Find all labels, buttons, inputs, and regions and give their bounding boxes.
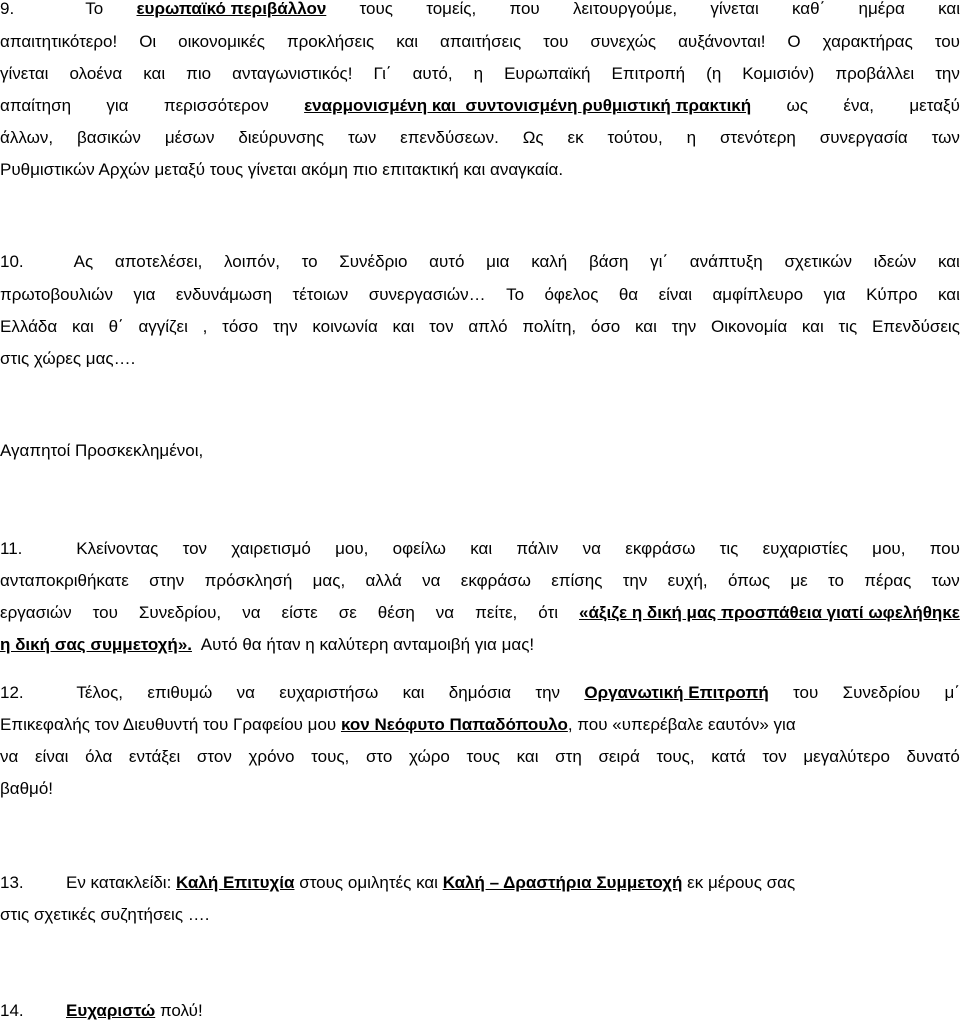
- para-12-line-3: να είναι όλα εντάξει στον χρόνο τους, στο χώρο τους και στη σειρά τους, κατά τον μεγαλύτερο δυνατό: [0, 747, 960, 766]
- para-9-line-3: γίνεται ολοένα και πιο ανταγωνιστικός! Γι΄ αυτό, η Ευρωπαϊκή Επιτροπή (η Κομισιόν) προβάλλει την: [0, 64, 960, 83]
- emphasis-text: ευρωπαϊκό περιβάλλον: [136, 0, 327, 18]
- para-number: 13.: [0, 873, 24, 892]
- emphasis-text: «άξιζε η δική μας προσπάθεια γιατί ωφελήθηκε: [579, 603, 960, 622]
- para-10-line-3: Ελλάδα και θ΄ αγγίζει , τόσο την κοινωνία και τον απλό πολίτη, όσο και την Οικονομία και τις Επενδύσεις: [0, 317, 960, 336]
- para-10-line-1: 10. Ας αποτελέσει, λοιπόν, το Συνέδριο αυτό μια καλή βάση γι΄ ανάπτυξη σχετικών ιδεών και: [0, 246, 960, 278]
- para-9-line-1: 9. Το ευρωπαϊκό περιβάλλον τους τομείς, που λειτουργούμε, γίνεται καθ΄ ημέρα και: [0, 0, 960, 25]
- para-number: 9.: [0, 0, 15, 18]
- para-10-line-4: στις χώρες μας….: [0, 349, 136, 368]
- para-11-line-2: ανταποκριθήκατε στην πρόσκλησή μας, αλλά να εκφράσω επίσης την ευχή, όπως με το πέρας των: [0, 571, 960, 590]
- para-12-line-4: βαθμό!: [0, 779, 54, 798]
- greeting: Αγαπητοί Προσκεκλημένοι,: [0, 441, 204, 460]
- para-9-line-5: άλλων, βασικών μέσων διεύρυνσης των επενδύσεων. Ως εκ τούτου, η στενότερη συνεργασία των: [0, 128, 960, 147]
- para-10-line-2: πρωτοβουλιών για ενδυνάμωση τέτοιων συνεργασιών… Το όφελος θα είναι αμφίπλευρο για Κύπρο και: [0, 285, 960, 304]
- emphasis-text: Οργανωτική Επιτροπή: [584, 683, 769, 702]
- para-9-line-6: Ρυθμιστικών Αρχών μεταξύ τους γίνεται ακόμη πιο επιτακτική και αναγκαία.: [0, 160, 564, 179]
- emphasis-text: Καλή – Δραστήρια Συμμετοχή: [442, 873, 683, 892]
- emphasis-text: κον Νεόφυτο Παπαδόπουλο: [340, 715, 568, 734]
- para-11-line-4: η δική σας συμμετοχή». Αυτό θα ήταν η καλύτερη ανταμοιβή για μας!: [0, 635, 535, 654]
- para-11-line-1: 11. Κλείνοντας τον χαιρετισμό μου, οφείλω και πάλιν να εκφράσω τις ευχαριστίες μου, που: [0, 533, 960, 565]
- para-14-line-1: 14. Ευχαριστώ πολύ!: [0, 995, 960, 1027]
- para-number: 11.: [0, 539, 23, 558]
- para-number: 10.: [0, 252, 24, 271]
- para-number: 14.: [0, 1001, 24, 1020]
- para-number: 12.: [0, 683, 24, 702]
- para-9-line-4: απαίτηση για περισσότερον εναρμονισμένη και συντονισμένη ρυθμιστική πρακτική ως ένα, μεταξύ: [0, 90, 960, 122]
- emphasis-text: η δική σας συμμετοχή».: [0, 635, 192, 654]
- emphasis-text: Καλή Επιτυχία: [176, 873, 295, 892]
- para-9-line-2: απαιτητικότερο! Οι οικονομικές προκλήσεις και απαιτήσεις του συνεχώς αυξάνονται! Ο χαρακτήρας του: [0, 32, 960, 51]
- para-12-line-1: 12. Τέλος, επιθυμώ να ευχαριστήσω και δημόσια την Οργανωτική Επιτροπή του Συνεδρίου μ΄: [0, 677, 960, 709]
- emphasis-text: Ευχαριστώ: [66, 1001, 156, 1020]
- para-13-line-1: 13. Εν κατακλείδι: Καλή Επιτυχία στους ομιλητές και Καλή – Δραστήρια Συμμετοχή εκ μέρους σας: [0, 867, 960, 899]
- para-12-line-2: Επικεφαλής τον Διευθυντή του Γραφείου μου κον Νεόφυτο Παπαδόπουλο, που «υπερέβαλε εαυτόν» για: [0, 715, 796, 734]
- para-11-line-3: εργασιών του Συνεδρίου, να είστε σε θέση να πείτε, ότι «άξιζε η δική μας προσπάθεια γιατί ωφελήθηκε: [0, 597, 960, 629]
- emphasis-text: εναρμονισμένη και συντονισμένη ρυθμιστική πρακτική: [304, 96, 752, 115]
- para-13-line-2: στις σχετικές συζητήσεις ….: [0, 905, 210, 924]
